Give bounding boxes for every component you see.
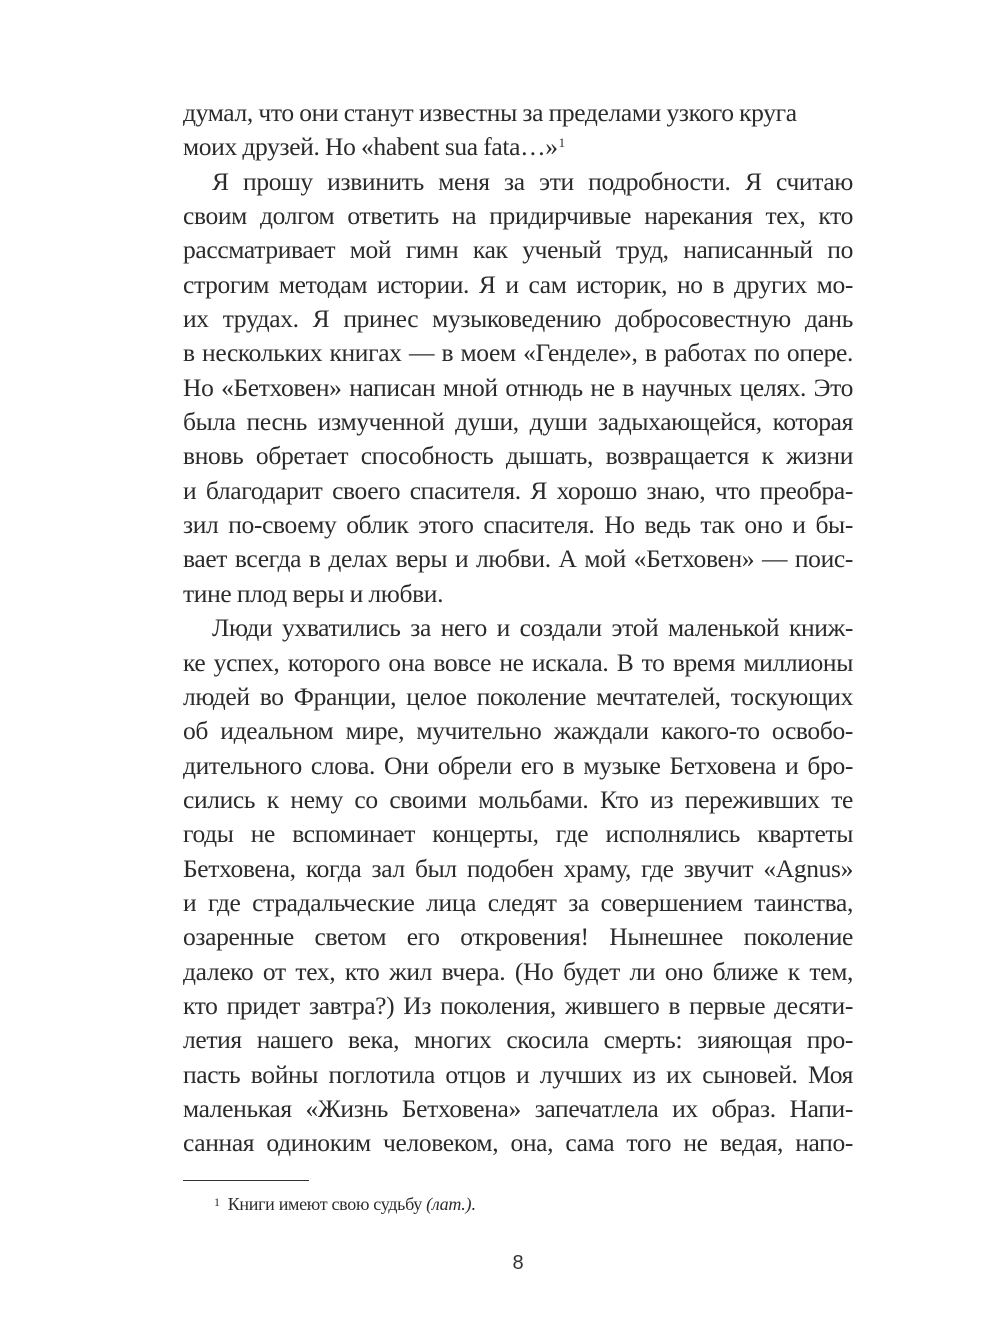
text-line: санная одиноким человеком, она, сама того не ведая, напо-	[183, 1128, 853, 1158]
text-line: об идеальном мире, мучительно жаждали какого-то освобо-	[183, 716, 853, 746]
text-line: Но «Бетховен» написан мной отнюдь не в научных целях. Это	[183, 372, 853, 402]
text-line	[183, 130, 853, 164]
paragraph-end-line: тине плод веры и любви.	[183, 578, 444, 608]
text-line: рассматривает мой гимн как ученый труд, написанный по	[183, 235, 853, 265]
text-line: кто придет завтра?) Из поколения, жившего в первые десяти-	[183, 990, 853, 1020]
text-line: думал, что они станут известны за пределами узкого круга	[183, 98, 797, 127]
text-line: и благодарит своего спасителя. Я хорошо знаю, что преобра-	[183, 475, 853, 505]
footnote-text: Книги имеют свою судьбу	[227, 1194, 427, 1214]
text-line: дительного слова. Они обрели его в музыке Бетховена и бро-	[183, 750, 853, 780]
footnote-number: 1	[214, 1195, 220, 1209]
footnote	[214, 1192, 475, 1216]
text-line: годы не вспоминает концерты, где исполнялись квартеты	[183, 819, 853, 849]
footnote-language-note: (лат.)	[426, 1194, 472, 1214]
page-number: 8	[512, 1252, 524, 1274]
text-line: зил по-своему облик этого спасителя. Но ведь так оно и бы-	[183, 510, 853, 540]
footnote-reference[interactable]: 1	[558, 135, 565, 151]
text-line: озаренные светом его откровения! Нынешнее поколение	[183, 922, 853, 952]
footnote-divider	[183, 1180, 309, 1181]
text-line: Бетховена, когда зал был подобен храму, где звучит «Agnus»	[183, 853, 853, 883]
text-line: строгим методам истории. Я и сам историк, но в других мо-	[183, 269, 853, 299]
text-line: их трудах. Я принес музыковедению добросовестную дань	[183, 304, 853, 334]
text-line: летия нашего века, многих скосила смерть: зияющая про-	[183, 1025, 853, 1055]
text-line: ке успех, которого она вовсе не искала. В то время миллионы	[183, 647, 853, 677]
text-line: вновь обретает способность дышать, возвращается к жизни	[183, 441, 853, 471]
text-line: сились к нему со своими мольбами. Кто из переживших те	[183, 784, 853, 814]
text-line: далеко от тех, кто жил вчера. (Но будет ли оно ближе к тем,	[183, 956, 853, 986]
text-line: вает всегда в делах веры и любви. А мой «Бетховен» — поис-	[183, 544, 853, 574]
text-line: маленькая «Жизнь Бетховена» запечатлела их образ. Напи-	[183, 1093, 853, 1123]
text-line: людей во Франции, целое поколение мечтателей, тоскующих	[183, 681, 853, 711]
paragraph-start-line: Люди ухватились за него и создали этой маленькой книж-	[212, 613, 853, 643]
text-line: и где страдальческие лица следят за совершением таинства,	[183, 887, 853, 917]
text-line: своим долгом ответить на придирчивые нарекания тех, кто	[183, 201, 853, 231]
text-line-content: моих друзей. Но «habent sua fata…»	[183, 132, 558, 162]
body-text	[183, 96, 853, 1161]
paragraph-start-line: Я прошу извинить меня за эти подробности. Я считаю	[212, 166, 853, 196]
text-line: была песнь измученной души, души задыхающейся, которая	[183, 407, 853, 437]
text-line: в нескольких книгах — в моем «Генделе», в работах по опере.	[183, 338, 853, 368]
text-line: пасть войны поглотила отцов и лучших из их сыновей. Моя	[183, 1059, 853, 1089]
footnote-trailing: .	[471, 1194, 476, 1214]
